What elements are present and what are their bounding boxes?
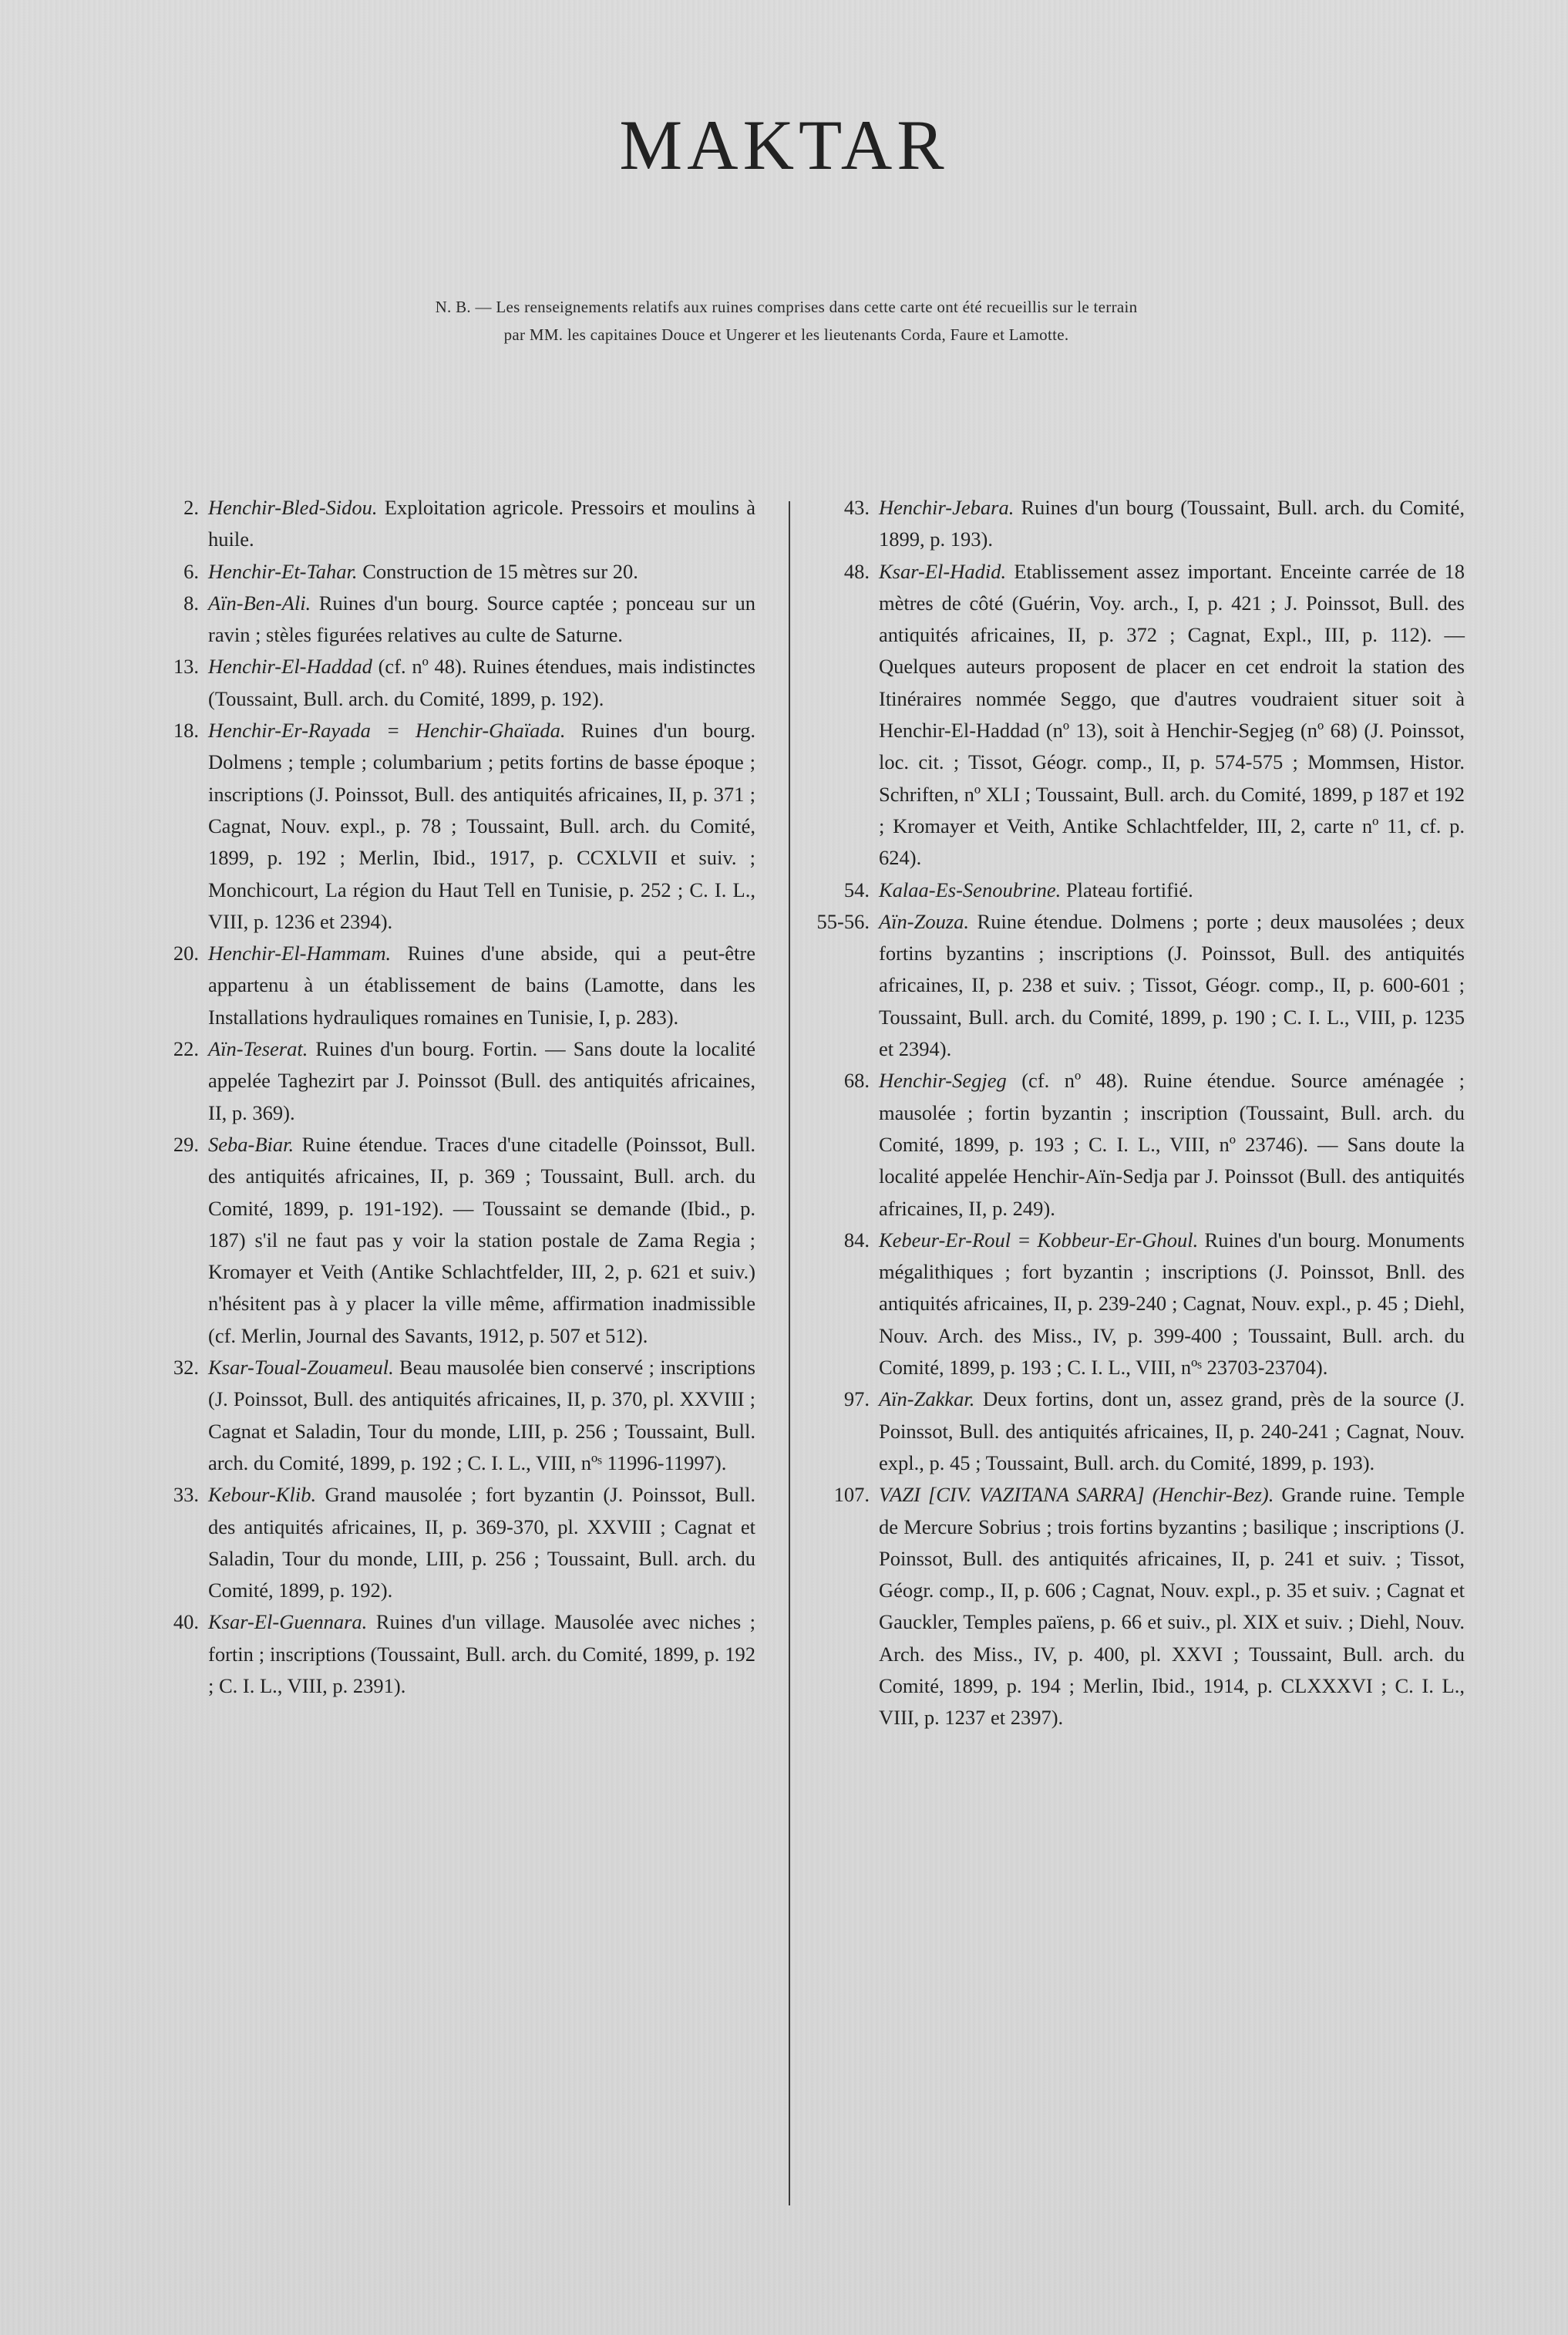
site-name: Ksar-Toual-Zouameul. xyxy=(208,1356,394,1380)
entry-number: 32. xyxy=(173,1356,199,1380)
entry-number: 18. xyxy=(173,719,199,743)
site-entry xyxy=(802,492,1465,556)
site-name: Kebour-Klib. xyxy=(208,1483,317,1507)
entry-number: 107. xyxy=(833,1483,870,1507)
entry-number: 97. xyxy=(843,1387,870,1411)
site-name: Aïn-Zakkar. xyxy=(879,1387,975,1411)
site-description: (cf. nº 48). Ruine étendue. Source aménagée ; mausolée ; fortin byzantin ; inscription (Toussaint, Bull. arch. du Comité, 1899, p. 193 ; C. I. L., VIII, nº 23746). — Sans doute la localité appelée Henchir-Aïn-Sedja par J. Poinssot (Bull. des antiquités africaines, II, p. 249). xyxy=(879,1069,1465,1220)
site-description: Ruines d'un bourg (Toussaint, Bull. arch. du Comité, 1899, p. 193). xyxy=(879,496,1465,551)
left-column xyxy=(123,492,755,1702)
site-entry xyxy=(802,1383,1465,1479)
entry-number: 22. xyxy=(173,1037,199,1061)
entry-number: 55-56. xyxy=(816,909,870,933)
page-title: MAKTAR xyxy=(619,106,949,184)
site-entry xyxy=(123,1606,755,1702)
site-name: Henchir-Er-Rayada = Henchir-Ghaïada. xyxy=(208,719,566,743)
site-entry xyxy=(123,1033,755,1129)
site-description: Ruines d'un bourg. Source captée ; ponceau sur un ravin ; stèles figurées relatives au culte de Saturne. xyxy=(208,591,755,647)
entry-number: 29. xyxy=(173,1132,199,1156)
site-description: Ruine étendue. Dolmens ; porte ; deux mausolées ; deux fortins byzantins ; inscriptions (J. Poinssot, Bull. des antiquités africaines, II, p. 238 et suiv. ; Tissot, Géogr. comp., II, p. 600-601 ; Toussaint, Bull. arch. du Comité, 1899, p. 190 ; C. I. L., VIII, p. 1235 et 2394). xyxy=(879,909,1465,1061)
site-name: Aïn-Zouza. xyxy=(879,909,970,933)
site-description: Grande ruine. Temple de Mercure Sobrius ; trois fortins byzantins ; basilique ; inscriptions (J. Poinssot, Bull. des antiquités africaines, II, p. 241 et suiv. ; Tissot, Géogr. comp., II, p. 606 ; Cagnat, Nouv. expl., p. 35 et suiv. ; Cagnat et Gauckler, Temples païens, p. 66 et suiv., pl. XIX et suiv. ; Diehl, Nouv. Arch. des Miss., IV, p. 400, pl. XXVI ; Toussaint, Bull. arch. du Comité, 1899, p. 194 ; Merlin, Ibid., 1914, p. CLXXXVI ; C. I. L., VIII, p. 1237 et 2397). xyxy=(879,1483,1465,1730)
entry-number: 40. xyxy=(173,1610,199,1634)
site-entry xyxy=(123,588,755,652)
entry-number: 2. xyxy=(183,496,199,519)
entry-number: 84. xyxy=(843,1228,870,1252)
editorial-note xyxy=(254,293,1318,349)
site-entry xyxy=(123,651,755,715)
site-entry xyxy=(802,1065,1465,1224)
site-name: Aïn-Teserat. xyxy=(208,1037,308,1061)
entry-number: 20. xyxy=(173,942,199,965)
site-entry xyxy=(802,874,1465,906)
site-name: Henchir-El-Hammam. xyxy=(208,942,392,965)
site-description: Plateau fortifié. xyxy=(1061,878,1193,901)
site-entry xyxy=(802,906,1465,1065)
site-name: Ksar-El-Hadid. xyxy=(879,559,1007,583)
site-name: Kalaa-Es-Senoubrine. xyxy=(879,878,1062,901)
note-line-1: N. B. — Les renseignements relatifs aux ruines comprises dans cette carte ont été recueillis sur le terrain xyxy=(435,298,1138,316)
site-entry xyxy=(802,1225,1465,1383)
note-line-2: par MM. les capitaines Douce et Ungerer et les lieutenants Corda, Faure et Lamotte. xyxy=(503,325,1069,344)
entry-number: 13. xyxy=(173,655,199,679)
site-description: Exploitation agricole. Pressoirs et moulins à huile. xyxy=(208,496,755,551)
entry-number: 8. xyxy=(183,591,199,615)
site-name: Kebeur-Er-Roul = Kobbeur-Er-Ghoul. xyxy=(879,1228,1199,1252)
site-description: Beau mausolée bien conservé ; inscriptions (J. Poinssot, Bull. des antiquités africaines, II, p. 370, pl. XXVIII ; Cagnat et Saladin, Tour du monde, LIII, p. 256 ; Toussaint, Bull. arch. du Comité, 1899, p. 192 ; C. I. L., VIII, nºˢ 11996-11997). xyxy=(208,1356,755,1474)
site-description: Ruines d'un bourg. Fortin. — Sans doute la localité appelée Taghezirt par J. Poinssot (Bull. des antiquités africaines, II, p. 369). xyxy=(208,1037,755,1124)
site-entry xyxy=(123,1352,755,1479)
site-description: Construction de 15 mètres sur 20. xyxy=(357,559,638,583)
column-divider xyxy=(789,501,790,2205)
site-entry xyxy=(802,556,1465,874)
right-column xyxy=(802,492,1465,1734)
site-name: Aïn-Ben-Ali. xyxy=(208,591,311,615)
site-name: Henchir-Jebara. xyxy=(879,496,1014,519)
site-description: Grand mausolée ; fort byzantin (J. Poinssot, Bull. des antiquités africaines, II, p. 369-370, pl. XXVIII ; Cagnat et Saladin, Tour du monde, LIII, p. 256 ; Toussaint, Bull. arch. du Comité, 1899, p. 192). xyxy=(208,1483,755,1602)
site-name: Henchir-El-Haddad xyxy=(208,655,372,679)
site-description: Ruines d'une abside, qui a peut-être appartenu à un établissement de bains (Lamotte, dans les Installations hydrauliques romaines en Tunisie, I, p. 283). xyxy=(208,942,755,1029)
site-entry xyxy=(123,1479,755,1606)
site-entry xyxy=(123,715,755,938)
entry-number: 6. xyxy=(183,559,199,583)
site-name: Henchir-Segjeg xyxy=(879,1069,1007,1093)
entry-number: 48. xyxy=(843,559,870,583)
site-entry xyxy=(123,556,755,588)
entry-number: 54. xyxy=(843,878,870,901)
site-entry xyxy=(123,492,755,556)
site-entry xyxy=(123,1129,755,1352)
site-name: Henchir-Et-Tahar. xyxy=(208,559,358,583)
site-description: Ruine étendue. Traces d'une citadelle (Poinssot, Bull. des antiquités africaines, II, p. 369 ; Toussaint, Bull. arch. du Comité, 1899, p. 191-192). — Toussaint se demande (Ibid., p. 187) s'il ne faut pas y voir la station postale de Zama Regia ; Kromayer et Veith (Antike Schlachtfelder, III, 2, p. 621 et suiv.) n'hésitent pas à y placer la ville même, affirmation inadmissible (cf. Merlin, Journal des Savants, 1912, p. 507 et 512). xyxy=(208,1132,755,1347)
entry-number: 68. xyxy=(843,1069,870,1093)
site-name: Henchir-Bled-Sidou. xyxy=(208,496,378,519)
site-description: Deux fortins, dont un, assez grand, près de la source (J. Poinssot, Bull. des antiquités africaines, II, p. 240-241 ; Cagnat, Nouv. expl., p. 45 ; Toussaint, Bull. arch. du Comité, 1899, p. 193). xyxy=(879,1387,1465,1474)
site-name: Ksar-El-Guennara. xyxy=(208,1610,368,1634)
site-entry xyxy=(123,938,755,1033)
site-description: Ruines d'un bourg. Monuments mégalithiques ; fort byzantin ; inscriptions (J. Poinssot, Bnll. des antiquités africaines, II, p. 239-240 ; Cagnat, Nouv. expl., p. 45 ; Diehl, Nouv. Arch. des Miss., IV, p. 399-400 ; Toussaint, Bull. arch. du Comité, 1899, p. 193 ; C. I. L., VIII, nºˢ 23703-23704). xyxy=(879,1228,1465,1380)
site-description: Ruines d'un village. Mausolée avec niches ; fortin ; inscriptions (Toussaint, Bull. arch. du Comité, 1899, p. 192 ; C. I. L., VIII, p. 2391). xyxy=(208,1610,755,1697)
site-name: VAZI [CIV. VAZITANA SARRA] (Henchir-Bez). xyxy=(879,1483,1274,1507)
site-description: (cf. nº 48). Ruines étendues, mais indistinctes (Toussaint, Bull. arch. du Comité, 1899, p. 192). xyxy=(208,655,755,710)
site-description: Ruines d'un bourg. Dolmens ; temple ; columbarium ; petits fortins de basse époque ; inscriptions (J. Poinssot, Bull. des antiquités africaines, II, p. 371 ; Cagnat, Nouv. expl., p. 78 ; Toussaint, Bull. arch. du Comité, 1899, p. 192 ; Merlin, Ibid., 1917, p. CCXLVII et suiv. ; Monchicourt, La région du Haut Tell en Tunisie, p. 252 ; C. I. L., VIII, p. 1236 et 2394). xyxy=(208,719,755,933)
entry-number: 43. xyxy=(843,496,870,519)
entry-number: 33. xyxy=(173,1483,199,1507)
site-description: Etablissement assez important. Enceinte carrée de 18 mètres de côté (Guérin, Voy. arch., I, p. 421 ; J. Poinssot, Bull. des antiquités africaines, II, p. 372 ; Cagnat, Expl., III, p. 112). — Quelques auteurs proposent de placer en cet endroit la station des Itinéraires nommée Seggo, que d'autres voudraient situer soit à Henchir-El-Haddad (nº 13), soit à Henchir-Segjeg (nº 68) (J. Poinssot, loc. cit. ; Tissot, Géogr. comp., II, p. 574-575 ; Mommsen, Histor. Schriften, nº XLI ; Toussaint, Bull. arch. du Comité, 1899, p 187 et 192 ; Kromayer et Veith, Antike Schlachtfelder, III, 2, carte nº 11, cf. p. 624). xyxy=(879,559,1465,870)
site-entry xyxy=(802,1479,1465,1734)
site-name: Seba-Biar. xyxy=(208,1132,294,1156)
